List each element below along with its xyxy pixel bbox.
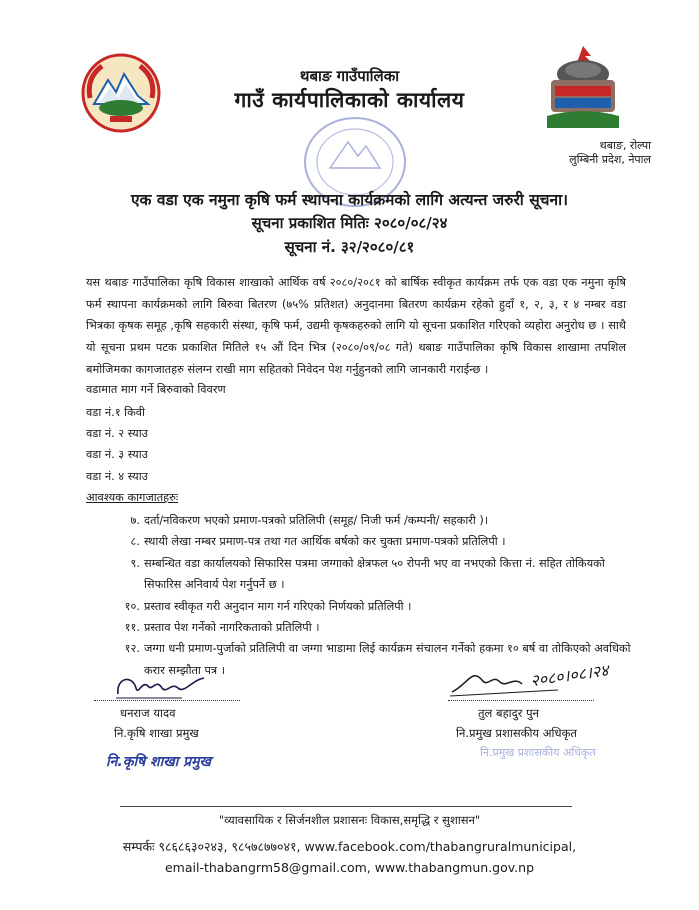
ward-item: वडा नं. ३ स्याउ xyxy=(86,448,148,462)
place-line2: लुम्बिनी प्रदेश, नेपाल xyxy=(569,153,651,166)
document-text: सम्बन्धित वडा कार्यालयको सिफारिस पत्रमा जग्गाको क्षेत्रफल ५० रोपनी भए वा नभएको कित्ता नं. सहित तोकियको सिफारिस अनिवार्य पेश गर्नुपर्ने छ । xyxy=(144,556,605,592)
ward-item: वडा नं.१ किवी xyxy=(86,406,145,419)
document-item xyxy=(114,510,634,531)
left-title-stamp: नि.कृषि शाखा प्रमुख xyxy=(106,754,211,770)
left-signature-line xyxy=(94,700,240,701)
footer-slogan: "व्यावसायिक र सिर्जनशील प्रशासनः विकास,समृद्धि र सुशासन" xyxy=(218,813,481,827)
document-number: ८. xyxy=(130,535,140,549)
office-name: गाउँ कार्यपालिकाको कार्यालय xyxy=(234,88,465,112)
document-text: स्थायी लेखा नम्बर प्रमाण-पत्र तथा गत आर्थिक बर्षको कर चुक्ता प्रमाण-पत्रको प्रतिलिपी । xyxy=(144,535,506,549)
right-signature-line xyxy=(448,700,594,701)
document-number: ९. xyxy=(130,556,140,570)
document-text: प्रस्ताव स्वीकृत गरी अनुदान माग गर्न गरिएको निर्णयको प्रतिलिपी । xyxy=(144,599,412,613)
notice-title: एक वडा एक नमुना कृषि फर्म स्थापना कार्यक्रमको लागि अत्यन्त जरुरी सूचना। xyxy=(130,191,569,209)
ward-list xyxy=(86,402,148,487)
left-signatory-name: धनराज यादव xyxy=(120,706,176,720)
document-item xyxy=(114,553,634,596)
footer-contact: सम्पर्कः ९८६८६३०२४३, ९८५७८७७०४१, www.facebook.com/thabangruralmunicipal, xyxy=(122,839,577,854)
municipality-name: थबाङ गाउँपालिका xyxy=(299,67,400,85)
left-signatory-title: नि.कृषि शाखा प्रमुख xyxy=(114,726,199,740)
document-text: प्रस्ताव पेश गर्नेको नागरिकताको प्रतिलिपी । xyxy=(144,621,320,635)
ward-item: वडा नं. ४ स्याउ xyxy=(86,469,148,483)
document-item xyxy=(114,596,634,617)
right-signatory-name: तुल बहादुर पुन xyxy=(478,706,540,720)
document-text: दर्ता/नविकरण भएको प्रमाण-पत्रको प्रतिलिपी (समूह/ निजी फर्म /कम्पनी/ सहकारी )। xyxy=(144,514,489,527)
right-title-stamp: नि.प्रमुख प्रशासकीय अधिकृत xyxy=(480,746,596,759)
footer-email: email-thabangrm58@gmail.com, www.thabangmun.gov.np xyxy=(164,860,535,875)
documents-heading: आवश्यक कागजातहरुः xyxy=(86,491,179,504)
left-signature xyxy=(112,668,212,702)
document-number: १२. xyxy=(124,642,140,656)
ward-item: वडा नं. २ स्याउ xyxy=(86,427,148,441)
footer-divider xyxy=(120,806,572,807)
document-text: जग्गा धनी प्रमाण-पुर्जाको प्रतिलिपी वा जग्गा भाडामा लिई कार्यक्रम संचालन गर्नेको हकमा १० बर्ष वा तोकिएको अवधिको करार सम्झौता पत्र । xyxy=(144,642,631,677)
notice-date: सूचना प्रकाशित मितिः २०८०/०८/२४ xyxy=(251,214,448,232)
document-item xyxy=(114,617,634,638)
signature-date-handwritten: २०८०।०८।२४ xyxy=(529,660,610,691)
right-signatory-title: नि.प्रमुख प्रशासकीय अधिकृत xyxy=(456,726,577,740)
document-number: ७. xyxy=(130,514,140,527)
notice-number: सूचना नं. ३२/२०८०/८१ xyxy=(284,238,415,256)
ward-list-heading: वडामात माग गर्ने बिरुवाको विवरण xyxy=(86,383,226,396)
place-line1: थबाङ, रोल्पा xyxy=(599,139,651,152)
notice-body-paragraph: यस थबाङ गाउँपालिका कृषि विकास शाखाको आर्थिक वर्ष २०८०/२०८१ को बार्षिक स्वीकृत कार्यक्रम तर्फ एक वडा एक नमुना कृषि फर्म स्थापना कार्यक्रमको लागि बिरुवा बितरण (७५% प्रतिशत) अनुदानमा बितरण कार्यक्रम रहेको हुदाँ १, २, ३, र ४ नम्बर वडा भित्रका कृषक समूह ,कृषि सहकारी संस्था, कृषि फर्म, उद्यमी कृषकहरुको लागि यो सूचना प्रकाशित गरिएको व्यहोरा अनुरोध छ । साथै यो सूचना प्रथम पटक प्रकाशित मितिले १५ औं दिन भित्र (२०८०/०९/०८ गते) थबाङ गाउँपालिका कृषि विकास शाखामा तपशिल बमोजिमका कागजातहरु संलग्न राखी माग सहितको निवेदन पेश गर्नुहुनको लागि जानकारी गराईन्छ । xyxy=(86,276,626,376)
document-number: ११. xyxy=(124,621,140,635)
document-item xyxy=(114,531,634,552)
document-number: १०. xyxy=(124,599,140,613)
